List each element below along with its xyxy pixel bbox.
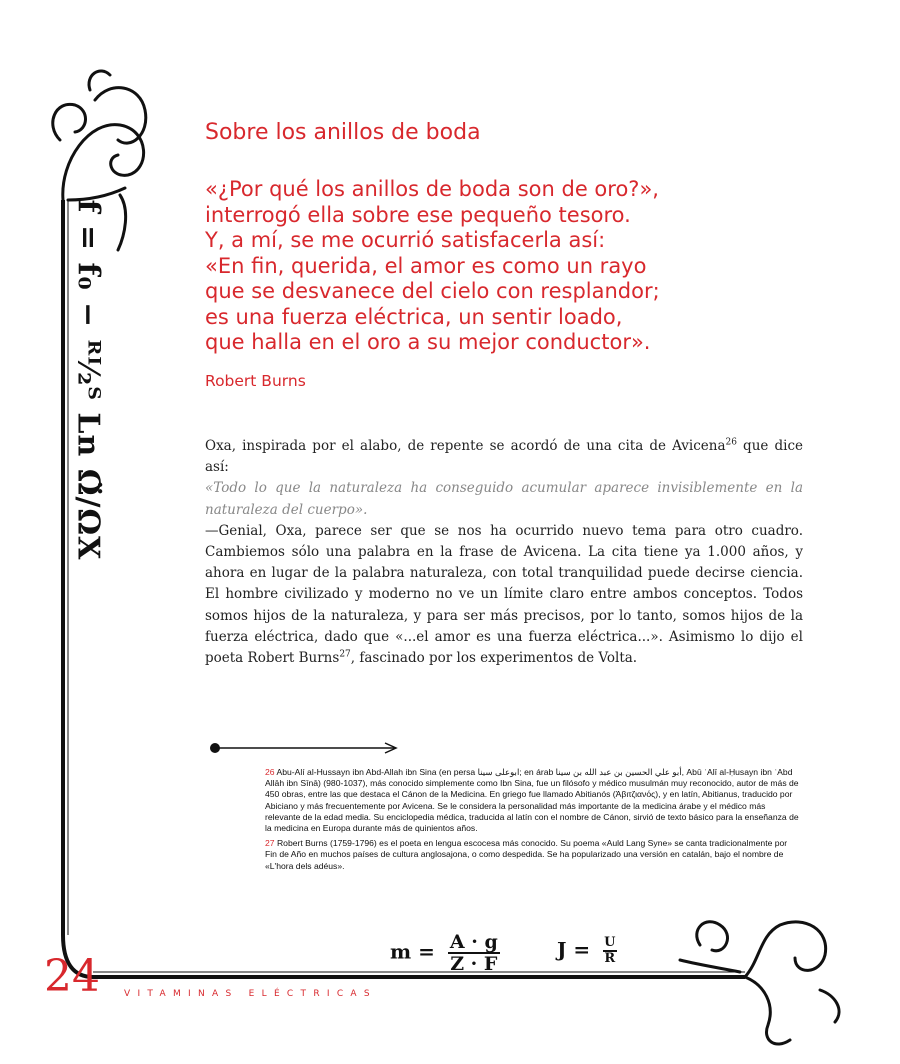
footnote-text: Abu-Alí al-Hussayn ibn Abd-Allah ibn Sina (en persa ابوعلی سینا; en árab أبو علي الحسين بن عبد الله بن سينا, Abū ʿAlī al-Ḥusayn ibn ʿAbd Allāh ibn Sīnā) (980-1037), más conocido simplemente como Ibn Sina, fue un filósofo y médico musulmán muy reconocido, autor de más de 450 obras, entre las que destaca el Cánon de la Medicina. En griego fue llamado Abitianós (Ἀβιτζιανός), y en latín, Abitianus, traducido por Abiciano y más frecuentemente por Avicena. Se le considera la personalidad más importante de la medicina árabe y el médico más relevante de la edad media. Su enciclopedia médica, traducida al latín con el nombre de Cánon, sirvió de texto básico para la enseñanza de la medicina en Europa durante más de quinientos años.: [265, 767, 799, 834]
formula-current: J = $\frac{U}{R}$: [557, 935, 616, 966]
footnote: [265, 838, 800, 872]
poem-line: que se desvanece del cielo con resplandor;: [205, 279, 660, 303]
footnote-ref[interactable]: 27: [339, 649, 351, 660]
quote: «Todo lo que la naturaleza ha conseguido acumular aparece invisiblemente en la naturaleza del cuerpo».: [205, 480, 803, 518]
vertical-formula-text: f = f₀ − ᴿᴵ⁄₂ᵀ Ln Ω̈/ΩX: [70, 199, 106, 561]
poem-author: Robert Burns: [205, 372, 306, 390]
running-title: VITAMINAS ELÉCTRICAS: [124, 989, 377, 999]
page-title: Sobre los anillos de boda: [205, 120, 481, 145]
vertical-formula: [68, 199, 108, 561]
footnote-number: 26: [265, 767, 275, 777]
footnote: [265, 767, 800, 834]
footnote-arrow-icon: [210, 743, 396, 753]
footnote-number: 27: [265, 838, 275, 849]
footnote-ref[interactable]: 26: [725, 437, 737, 448]
paragraph: —Genial, Oxa, parece ser que se nos ha ocurrido nuevo tema para otro cuadro. Cambiemos sólo una palabra en la frase de Avicena. La cita tiene ya 1.000 años, y ahora en lugar de la palabra naturaleza, con total tranquilidad puede decirse ciencia. El hombre civilizado y moderno no ve un límite claro entre ambos conceptos. Todos somos hijos de la naturaleza, y para ser más precisos, por lo tanto, somos hijos de la fuerza eléctrica, dado que «...el amor es una fuerza eléctrica...». Asimismo lo dijo el poeta Robert Burns$^{27}$, fascinado por los experimentos de Volta.: [205, 522, 803, 667]
footnotes: [265, 767, 800, 876]
poem-line: que halla en el oro a su mejor conductor».: [205, 330, 651, 354]
bottom-right-flourish: [680, 922, 839, 1044]
poem-line: Y, a mí, se me ocurrió satisfacerla así:: [205, 228, 606, 252]
footnote-text: Robert Burns (1759-1796) es el poeta en lengua escocesa más conocido. Su poema «Auld Lang Syne» se canta tradicionalmente por Fin de Año en muchos países de cultura anglosajona, o como despedida. Se ha popularizado una versión en catalán, bajo el nombre de «L'hora dels adéus».: [265, 838, 788, 871]
poem-line: «¿Por qué los anillos de boda son de oro?»,: [205, 177, 659, 201]
poem-line: es una fuerza eléctrica, un sentir loado,: [205, 304, 623, 329]
poem: [205, 177, 785, 356]
poem-line: interrogó ella sobre ese pequeño tesoro.: [205, 202, 631, 227]
poem-line: «En fin, querida, el amor es como un rayo: [205, 253, 647, 278]
formula-mass: m = $\frac{A \cdot g}{Z \cdot F}$: [390, 931, 498, 975]
page-number: 24: [44, 951, 100, 1002]
body-text: [205, 436, 803, 669]
paragraph: Oxa, inspirada por el alabo, de repente se acordó de una cita de Avicena$^{26}$ que dice así:: [205, 437, 803, 476]
